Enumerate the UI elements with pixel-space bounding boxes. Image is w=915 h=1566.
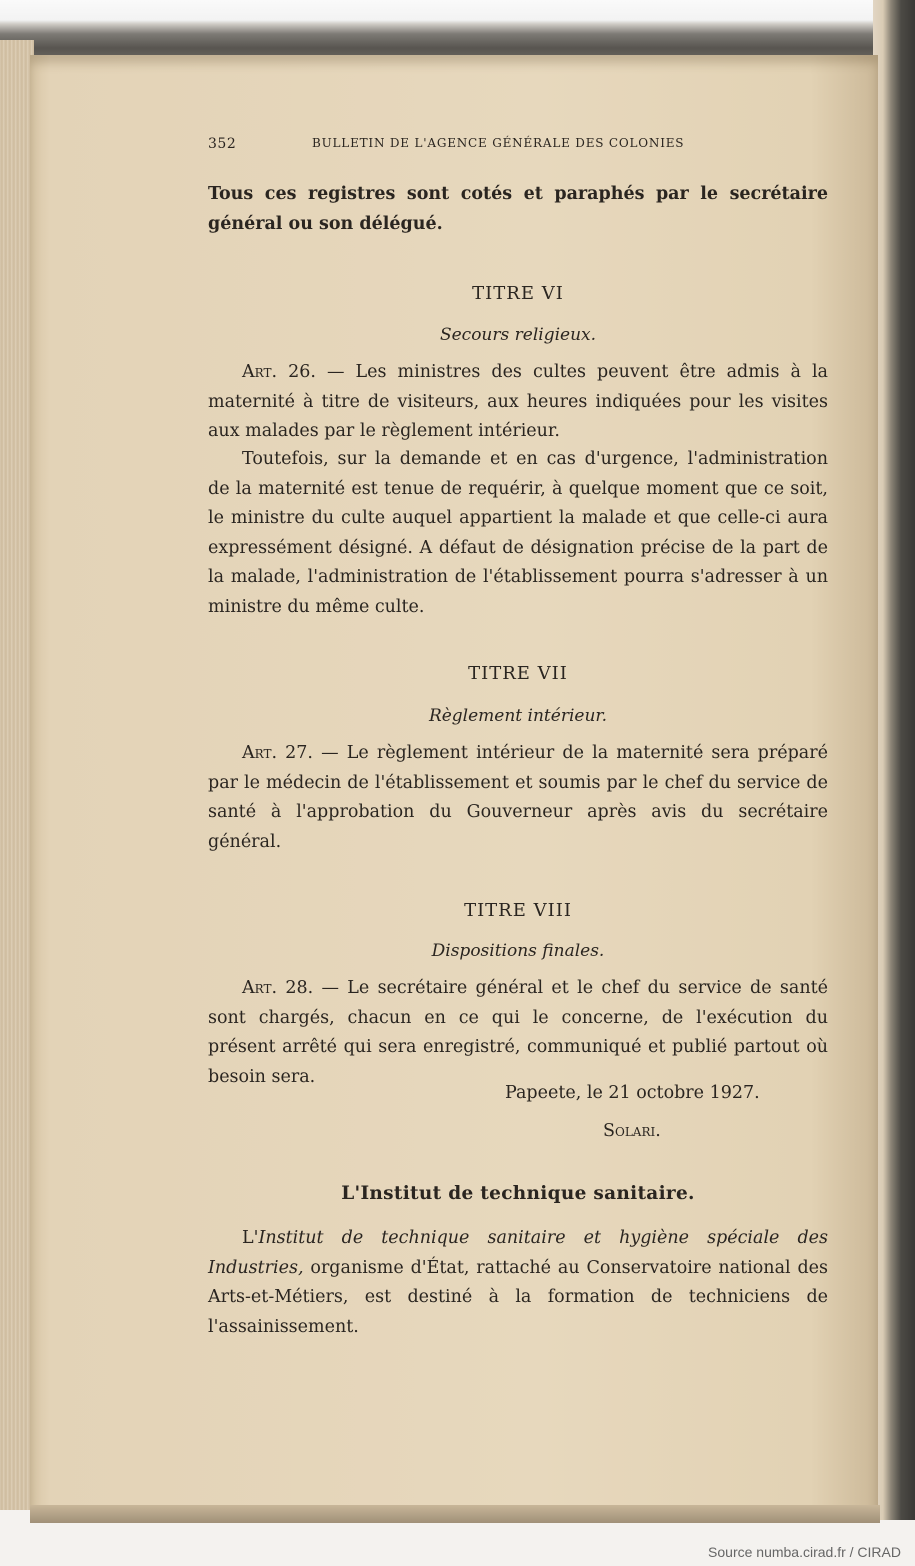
article-28-label: Art. 28. [242,978,314,998]
titre-vi-subtitle: Secours religieux. [439,325,597,345]
article-26 [208,358,828,447]
article-28 [208,974,828,1092]
institut-paragraph [208,1224,828,1342]
article-27-text: — Le règlement intérieur de la maternité sera préparé par le médecin de l'établissement et soumis par le chef du service de santé à l'approbation du Gouverneur après avis du secrétaire général. [208,743,828,852]
book-left-edge [0,40,34,1510]
institut-lead: L' [242,1228,259,1248]
article-27-label: Art. 27. [242,743,313,763]
book-right-edge [873,0,915,1520]
article-27 [208,739,828,857]
titre-viii-heading: TITRE VIII [464,900,572,921]
article-26-label: Art. 26. [242,362,316,382]
titre-vii-subtitle: Règlement intérieur. [428,706,608,726]
signature: Solari. [603,1121,661,1141]
article-26-text: — Les ministres des cultes peuvent être admis à la maternité à titre de visiteurs, aux heures indiquées pour les visites aux malades par le règlement intérieur. [208,362,828,441]
article-28-text: — Le secrétaire général et le chef du service de santé sont chargés, chacun en ce qui le concerne, de l'exécution du présent arrêté qui sera enregistré, communiqué et publié partout où besoin sera. [208,978,828,1087]
intro-paragraph: Tous ces registres sont cotés et paraphés par le secrétaire général ou son délégué. [208,184,828,234]
book-bottom-edge [30,1505,880,1523]
source-credit: Source numba.cirad.fr / CIRAD [708,1544,901,1560]
place-date: Papeete, le 21 octobre 1927. [505,1083,760,1103]
article-26-p2-text: Toutefois, sur la demande et en cas d'urgence, l'administration de la maternité est tenue de requérir, à quelque moment que ce soit, le ministre du culte auquel appartient la malade et que celle-ci aura expressément désigné. A défaut de désignation précise de la part de la malade, l'administration de l'établissement pourra s'adresser à un ministre du même culte. [208,449,828,617]
article-26-paragraph-2 [208,445,828,622]
institut-body: organisme d'État, rattaché au Conservatoire national des Arts-et-Métiers, est destiné à la formation de techniciens de l'assainissement. [208,1257,828,1337]
titre-viii-subtitle: Dispositions finales. [431,941,605,961]
titre-vi-heading: TITRE VI [472,283,564,304]
institut-name: Institut de technique sanitaire et hygiène spéciale des Industries, [208,1228,828,1278]
titre-vii-heading: TITRE VII [468,663,568,684]
page-number: 352 [208,136,237,152]
institut-heading: L'Institut de technique sanitaire. [341,1183,695,1204]
running-title: BULLETIN DE L'AGENCE GÉNÉRALE DES COLONIES [312,136,685,150]
